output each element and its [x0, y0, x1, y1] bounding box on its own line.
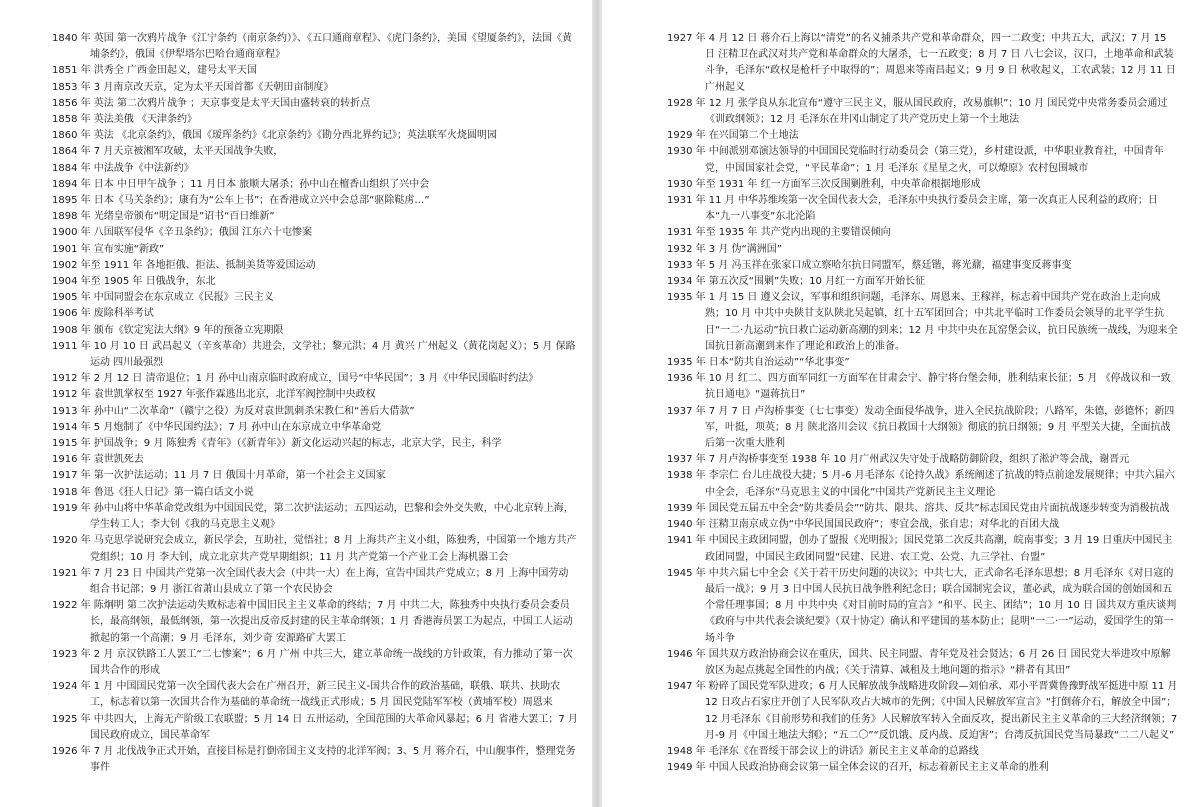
left-page — [0, 0, 592, 807]
timeline-entry: 1884 年 中法战争《中法新约》 — [52, 162, 194, 174]
timeline-entry: 1939 年 国民党五届五中全会“防共委员会”“防共、限共、溶共、反共”标志国民党由片面抗战逐步转变为消极抗战 — [667, 502, 1170, 514]
timeline-entry: 1933 年 5 月 冯玉祥在张家口成立察哈尔抗日同盟军，蔡廷锴，蒋光鼐，福建事变反蒋事变 — [667, 259, 1072, 271]
timeline-entry: 1934 年 第五次反“围剿”失败；10 月红一方面军开始长征 — [667, 276, 926, 288]
timeline-entry: 1940 年 汪精卫南京成立伪“中华民国国民政府”；枣宜会战，张自忠；对华北的百团大战 — [667, 519, 1060, 531]
timeline-entry: 1929 年 在兴国第二个土地法 — [667, 130, 799, 142]
timeline-entry: 1948 年 毛泽东《在晋绥干部会议上的讲话》新民主主义革命的总路线 — [667, 745, 979, 757]
timeline-entry: 1936 年 10 月 红二、四方面军同红一方面军在甘肃会宁、静宁将台堡会师，胜利结束长征；5 月 《停战议和一致抗日通电》“逼蒋抗日” — [667, 373, 1171, 401]
timeline-entry: 1930 年 中间派别邓演达领导的中国国民党临时行动委员会（第三党），乡村建设派，中华职业教育社，中国青年党，中国国家社会党，“平民革命”；1 月 毛泽东《星星之火，可以燎原》农村包围城市 — [667, 146, 1164, 174]
timeline-entry: 1840 年 英国 第一次鸦片战争《江宁条约（南京条约）》、《五口通商章程》、《虎门条约》，美国《望厦条约》，法国《黄埔条约》，俄国《伊犁塔尔巴哈台通商章程》 — [52, 33, 572, 61]
timeline-entry: 1924 年 1 月 中国国民党第一次全国代表大会在广州召开，新三民主义-国共合作的政治基础，联俄、联共、扶助农工，标志着以第一次国共合作为基础的革命统一战线正式形成；5 月 国民党陆军军校（黄埔军校）周恩来 — [52, 681, 561, 709]
timeline-entry: 1930 年至 1931 年 红一方面军三次反围剿胜利，中央革命根据地形成 — [667, 178, 981, 190]
timeline-entry: 1914 年 5 月炮制了《中华民国约法》；7 月 孙中山在东京成立中华革命党 — [52, 421, 382, 433]
timeline-entry: 1915 年 护国战争；9 月 陈独秀《青年》（《新青年》）新文化运动兴起的标志，北京大学，民主，科学 — [52, 438, 502, 450]
timeline-entry: 1920 年 马克思学说研究会成立，新民学会，互助社，觉悟社；8 月 上海共产主义小组，陈独秀，中国第一个地方共产党组织；10 月 李大钊，成立北京共产党早期组织；11 月 共产党第一个产业工会上海机器工会 — [52, 535, 577, 563]
timeline-entry: 1945 年 中共六届七中全会《关于若干历史问题的决议》；中共七大，正式命名毛泽东思想；8 月毛泽东《对日寇的最后一战》；9 月 3 日中国人民抗日战争胜利纪念日；联合国制宪会议，董必武，成为联合国的创始国和五个常任理事国；8 月 中共中央《对目前时局的宣言》“和平、民主、团结”；10 月 10 日 国共双方重庆谈判《政府与中共代表会谈纪要》（双十协定）确认和平建国的基本防止；昆明“一二·一”运动，爱国学生的第一场斗争 — [667, 567, 1177, 644]
timeline-entry: 1858 年 英法美俄 《天津条约》 — [52, 114, 197, 126]
timeline-entry: 1900 年 八国联军侵华《辛丑条约》；俄国 江东六十屯惨案 — [52, 227, 312, 239]
timeline-entry: 1947 年 粉碎了国民党军队进攻；6 月人民解放战争战略进攻阶段—刘伯承、邓小平晋冀鲁豫野战军挺进中原 11 月 12 日攻占石家庄开创了人民军队攻占大城市的先例；《中国人民解放军宣言》“打倒蒋介石，解放全中国”；12 月毛泽东《目前形势和我们的任务》人民解放军转入全面反攻，提出新民主主义革命的三大经济纲领；7 月-9 月《中国土地法大纲》；“五二〇”“反饥饿、反内战、反迫害”；台湾反抗国民党当局暴政“二二八起义” — [667, 681, 1178, 741]
timeline-entry: 1917 年 第一次护法运动；11 月 7 日 俄国十月革命，第一个社会主义国家 — [52, 470, 386, 482]
timeline-entry: 1941 年 中国民主政团同盟，创办了盟报《光明报》；国民党第二次反共高潮，皖南事变；3 月 19 日重庆中国民主政团同盟，中国民主政团同盟“民建、民进、农工党、公党、九三学社、台盟” — [667, 535, 1173, 563]
timeline-entry: 1860 年 英法 《北京条约》，俄国《瑷珲条约》《北京条约》《勘分西北界约记》；英法联军火烧圆明园 — [52, 130, 497, 142]
timeline-entry: 1898 年 光绪皇帝颁布“明定国是”诏书“百日维新” — [52, 211, 275, 223]
timeline-entry: 1938 年 李宗仁 台儿庄战役大捷；5 月-6 月毛泽东《论持久战》系统阐述了抗战的特点前途发展规律；中共六届六中全会，毛泽东“马克思主义的中国化”中国共产党新民主主义理论 — [667, 470, 1175, 498]
timeline-entry: 1902 年至 1911 年 各地拒俄、拒法、抵制美货等爱国运动 — [52, 259, 316, 271]
timeline-entry: 1946 年 国共双方政治协商会议在重庆，国共、民主同盟、青年党及社会贤达；6 月 26 日 国民党大举进攻中原解放区为起点挑起全国性的内战；《关于清算、减租及土地问题的指示》“耕者有其田” — [667, 648, 1171, 676]
timeline-entry: 1928 年 12 月 张学良从东北宣布“遵守三民主义，服从国民政府，改易旗帜”；10 月 国民党中央常务委员会通过《训政纲领》；12 月 毛泽东在井冈山制定了共产党历史上第一个土地法 — [667, 97, 1168, 126]
timeline-entry: 1949 年 中国人民政治协商会议第一届全体会议的召开，标志着新民主主义革命的胜利 — [667, 762, 1049, 774]
timeline-entry: 1895 年 日本《马关条约》；康有为“公车上书”；在香港成立兴中会总部“驱除鞑虏…” — [52, 195, 430, 207]
page-gutter — [592, 0, 602, 807]
timeline-entry: 1937 年 7 月 7 日 卢沟桥事变（七七事变）发动全面侵华战争，进入全民抗战阶段；八路军，朱德，彭德怀；新四军，叶挺，项英；8 月 陕北洛川会议《抗日救国十大纲领》彻底的抗日纲领；9 月 平型关大捷，全面抗战后第一次重大胜利 — [667, 405, 1175, 450]
timeline-entry: 1927 年 4 月 12 日 蒋介石上海以“清党”的名义捕杀共产党和革命群众，四一二政变；中共五大，武汉；7 月 15 日 汪精卫在武汉对共产党和革命群众的大屠杀，七一五政变；8 月 7 日 八七会议，汉口，土地革命和武装斗争，毛泽东“政权是枪杆子中取得的”；周恩来等南昌起义；9 月 9 日 秋收起义，工农武装；12 月 11 日 广州起义 — [667, 33, 1176, 93]
timeline-entry: 1906 年 废除科举考试 — [52, 308, 154, 320]
timeline-entry: 1921 年 7 月 23 日 中国共产党第一次全国代表大会（中共一大）在上海，宣告中国共产党成立；8 月 上海中国劳动组合书记部；9 月 浙江省萧山县成立了第一个农民协会 — [52, 567, 569, 595]
timeline-entry: 1937 年 7 月卢沟桥事变至 1938 年 10 月广州武汉失守处于战略防御阶段，组织了淞沪等会战，谢晋元 — [667, 454, 1130, 466]
timeline-entry: 1935 年 日本“防共自治运动”“华北事变” — [667, 357, 850, 369]
timeline-entry: 1931 年至 1935 年 共产党内出现的主要错误倾向 — [667, 227, 891, 239]
timeline-entry: 1911 年 10 月 10 日 武昌起义（辛亥革命）共进会，文学社；黎元洪；4 月 黄兴 广州起义（黄花岗起义）；5 月 保路运动 四川最强烈 — [52, 340, 576, 369]
timeline-entry: 1922 年 陈炯明 第二次护法运动失败标志着中国旧民主主义革命的终结；7 月 中共二大，陈独秀中央执行委员会委员长，最高纲领，最低纲领，第一次提出反帝反封建的民主革命纲领；1 月 香港海员罢工为起点，中国工人运动掀起的第一个高潮；9 月 毛泽东，刘少奇 安源路矿大罢工 — [52, 600, 573, 644]
timeline-entry: 1912 年 2 月 12 日 清帝退位；1 月 孙中山南京临时政府成立，国号“中华民国”；3 月《中华民国临时约法》 — [52, 373, 539, 385]
timeline-entry: 1919 年 孙中山将中华革命党改组为中国国民党，第二次护法运动；五四运动，巴黎和会外交失败，中心北京转上海，学生转工人；李大钊《我的马克思主义观》 — [52, 502, 574, 531]
timeline-entry: 1923 年 2 月 京汉铁路工人罢工“二七惨案”；6 月 广州 中共三大，建立革命统一战线的方针政策，有力推动了第一次国共合作的形成 — [52, 648, 573, 676]
timeline-entry: 1916 年 袁世凯死去 — [52, 454, 144, 466]
timeline-entry: 1853 年 3 月南京改天京，定为太平天国首都《天朝田亩制度》 — [52, 81, 334, 93]
timeline-entry: 1856 年 英法 第二次鸦片战争 ；天京事变是太平天国由盛转衰的转折点 — [52, 97, 371, 109]
timeline-entry: 1912 年 袁世凯掌权至 1927 年张作霖逃出北京，北洋军阀控制中央政权 — [52, 389, 376, 401]
timeline-entry: 1931 年 11 月 中华苏维埃第一次全国代表大会，毛泽东中央执行委员会主席，第一次真正人民利益的政府；日本“九一八事变”东北沦陷 — [667, 195, 1158, 223]
timeline-entry: 1901 年 宣布实施“新政” — [52, 243, 165, 255]
timeline-entry: 1913 年 孙中山“二次革命”（赣宁之役）为反对袁世凯刺杀宋教仁和“善后大借款” — [52, 405, 415, 417]
timeline-entry: 1904 年至 1905 年 日俄战争，东北 — [52, 276, 216, 288]
timeline-entry: 1935 年 1 月 15 日 遵义会议，军事和组织问题，毛泽东、周恩来、王稼祥，标志着中国共产党在政治上走向成熟；10 月 中共中央陕甘支队陕北吴起镇，红十五军团回合；中共北平临时工作委员会领导的北平学生抗日“一二·九运动”抗日救亡运动新高潮的到来；12 月 中共中央在瓦窑堡会议，抗日民族统一战线，为迎来全国抗日新高潮到来作了理论和政治上的准备。 — [667, 292, 1178, 352]
timeline-entry: 1926 年 7 月 北伐战争正式开始，直接目标是打倒帝国主义支持的北洋军阀；3、5 月 蒋介石，中山舰事件，整理党务事件 — [52, 745, 576, 774]
timeline-entry: 1905 年 中国同盟会在东京成立《民报》三民主义 — [52, 292, 274, 304]
timeline-entry: 1851 年 洪秀全 广西金田起义，建号太平天国 — [52, 65, 257, 77]
timeline-entry: 1864 年 7 月天京被湘军攻破，太平天国战争失败， — [52, 146, 284, 158]
timeline-entry: 1925 年 中共四大，上海无产阶级工农联盟；5 月 14 日 五卅运动，全国范围的大革命风暴起；6 月 省港大罢工；7 月 国民政府成立，国民革命军 — [52, 713, 578, 741]
timeline-entry: 1932 年 3 月 伪“满洲国” — [667, 243, 782, 255]
timeline-entry: 1918 年 鲁迅《狂人日记》第一篇白话文小说 — [52, 486, 254, 498]
timeline-entry: 1894 年 日本 中日甲午战争 ；11 月日本 旅顺大屠杀；孙中山在檀香山组织了兴中会 — [52, 178, 430, 190]
right-page — [602, 0, 1193, 807]
timeline-entry: 1908 年 颁布《钦定宪法大纲》9 年的预备立宪期限 — [52, 324, 284, 336]
